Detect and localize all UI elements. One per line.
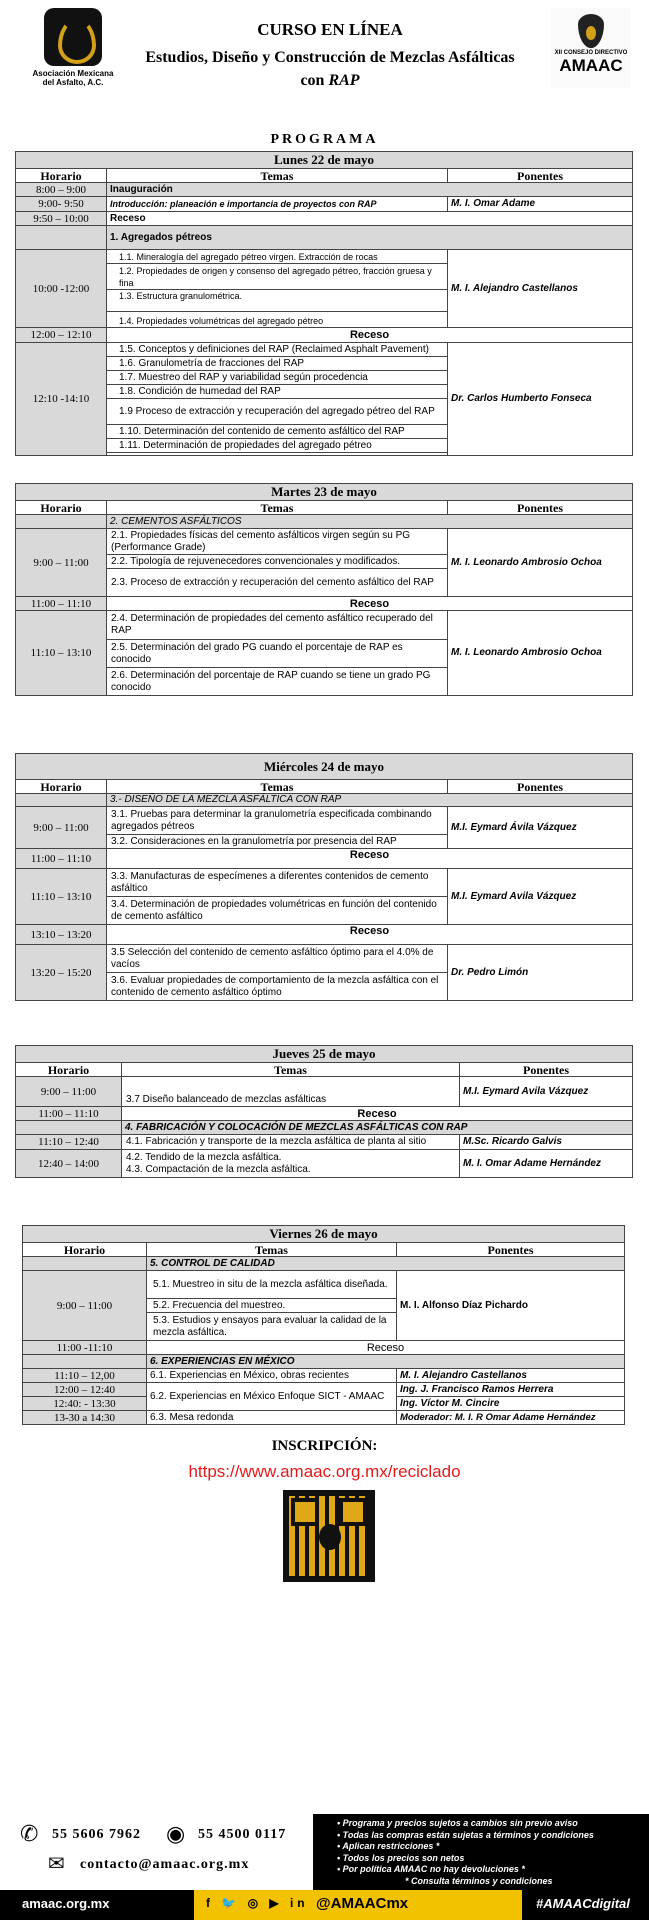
time-cell: 9:00 – 11:00 — [16, 807, 107, 849]
time-cell: 12:00 – 12:10 — [16, 328, 107, 343]
footer-bar — [0, 1890, 649, 1920]
time-cell: 12:00 – 12:40 — [23, 1383, 147, 1397]
table-cell: M. I. Alejandro Castellanos — [397, 1369, 625, 1383]
inscription-label: INSCRIPCIÓN: — [271, 1438, 378, 1454]
table-row — [16, 226, 633, 250]
time-cell — [16, 226, 107, 250]
table-row — [23, 1369, 625, 1383]
table-cell: 2.2. Tipología de rejuvenecedores convencionales y modificados. — [107, 555, 448, 569]
table-row — [16, 169, 633, 183]
qr-code[interactable] — [283, 1490, 375, 1582]
social-handle: @AMAACmx — [316, 1895, 409, 1912]
table-row — [16, 197, 633, 212]
course-title: CURSO EN LÍNEA — [257, 20, 403, 39]
table-cell: 1.10. Determinación del contenido de cemento asfáltico del RAP — [107, 425, 448, 439]
table-row — [16, 183, 633, 197]
table-row — [16, 597, 633, 611]
table-cell: M. I. Alejandro Castellanos — [448, 250, 633, 328]
table-cell: Horario — [16, 1063, 122, 1077]
table-cell: 1.7. Muestreo del RAP y variabilidad según procedencia — [107, 371, 448, 385]
table-cell: 1.4. Propiedades volumétricas del agregado pétreo — [107, 312, 448, 328]
asphalt-drop-logo-icon — [44, 8, 102, 66]
phone-icon: ✆ — [20, 1821, 39, 1846]
table-row — [16, 250, 633, 264]
table-cell: 2. CEMENTOS ASFÁLTICOS — [107, 515, 633, 529]
time-cell: 8:00 – 9:00 — [16, 183, 107, 197]
table-cell: 1. Agregados pétreos — [107, 226, 633, 250]
schedule-thursday — [15, 1045, 633, 1178]
time-cell: 12:10 -14:10 — [16, 343, 107, 456]
table-cell: 6.1. Experiencias en México, obras recientes — [147, 1369, 397, 1383]
table-cell: Ing. J. Francisco Ramos Herrera — [397, 1383, 625, 1397]
table-row — [16, 925, 633, 945]
table-cell: Temas — [147, 1243, 397, 1257]
table-cell: Receso — [107, 925, 633, 945]
schedule-monday — [15, 151, 633, 456]
table-row — [16, 1046, 633, 1063]
table-cell: 3.4. Determinación de propiedades volumétricas en función del contenido de cemento asfáltico — [107, 897, 448, 925]
email-address[interactable]: contacto@amaac.org.mx — [80, 1857, 250, 1872]
time-cell — [16, 794, 107, 807]
table-cell: Dr. Pedro Limón — [448, 945, 633, 1001]
table-cell: Ponentes — [448, 780, 633, 794]
header — [0, 0, 649, 118]
time-cell — [16, 515, 107, 529]
table-cell: 3.7 Diseño balanceado de mezclas asfálticas — [122, 1077, 460, 1107]
registration-link[interactable]: https://www.amaac.org.mx/reciclado — [188, 1462, 461, 1481]
table-row — [23, 1243, 625, 1257]
table-cell: 3.- DISEÑO DE LA MEZCLA ASFÁLTICA CON RAP — [107, 794, 633, 807]
table-cell: Ponentes — [448, 169, 633, 183]
table-cell: Ponentes — [460, 1063, 633, 1077]
table-row — [16, 611, 633, 640]
table-cell: 1.11. Determinación de propiedades del agregado pétreo — [107, 439, 448, 453]
table-cell: M. I. Omar Adame — [448, 197, 633, 212]
table-cell: Inauguración — [107, 183, 633, 197]
table-row — [23, 1383, 625, 1397]
time-cell — [16, 1121, 122, 1135]
table-cell: Horario — [16, 501, 107, 515]
table-row — [16, 794, 633, 807]
time-cell: 13-30 a 14:30 — [23, 1411, 147, 1425]
day-title: Martes 23 de mayo — [16, 484, 633, 501]
programa-heading: PROGRAMA — [270, 132, 379, 147]
table-row — [16, 1135, 633, 1150]
table-cell: M.I. Eymard Avila Vázquez — [448, 869, 633, 925]
table-cell: 6.2. Experiencias en México Enfoque SICT - AMAAC — [147, 1383, 397, 1411]
table-row — [16, 501, 633, 515]
time-cell: 9:00 – 11:00 — [23, 1271, 147, 1341]
time-cell: 9:50 – 10:00 — [16, 212, 107, 226]
mail-icon: ✉ — [48, 1853, 65, 1875]
table-cell: Receso — [107, 328, 633, 343]
table-cell: 2.4. Determinación de propiedades del cemento asfáltico recuperado del RAP — [107, 611, 448, 640]
time-cell: 11:00 – 11:10 — [16, 597, 107, 611]
table-cell: Receso — [107, 212, 633, 226]
time-cell: 13:20 – 15:20 — [16, 945, 107, 1001]
time-cell: 11:10 – 12,00 — [23, 1369, 147, 1383]
table-row — [16, 1077, 633, 1107]
table-cell: 4.1. Fabricación y transporte de la mezcla asfáltica de planta al sitio — [122, 1135, 460, 1150]
amaac-association-logo: Asociación Mexicana del Asfalto, A.C. — [28, 8, 118, 88]
table-cell: Receso — [107, 849, 633, 869]
time-cell: 9:00 – 11:00 — [16, 1077, 122, 1107]
schedule-wednesday — [15, 753, 633, 1001]
time-cell: 11:10 – 13:10 — [16, 611, 107, 696]
table-cell: Horario — [16, 169, 107, 183]
table-row — [23, 1411, 625, 1425]
drop-logo-icon — [319, 1524, 341, 1550]
table-cell: 3.5 Selección del contenido de cemento asfáltico óptimo para el 4.0% de vacíos — [107, 945, 448, 973]
table-cell: Receso — [122, 1107, 633, 1121]
table-row — [16, 1063, 633, 1077]
table-row — [16, 807, 633, 835]
table-cell: 1.8. Condición de humedad del RAP — [107, 385, 448, 399]
time-cell: 9:00- 9:50 — [16, 197, 107, 212]
table-row — [16, 515, 633, 529]
time-cell: 11:00 – 11:10 — [16, 1107, 122, 1121]
table-cell: 4.2. Tendido de la mezcla asfáltica. 4.3. Compactación de la mezcla asfáltica. — [122, 1150, 460, 1178]
table-cell: 2.1. Propiedades físicas del cemento asfálticos virgen según su PG (Performance Grade) — [107, 529, 448, 555]
table-cell: 1.1. Mineralogía del agregado pétreo virgen. Extracción de rocas — [107, 250, 448, 264]
table-row — [16, 1121, 633, 1135]
table-cell: Receso — [107, 597, 633, 611]
table-cell: 5. CONTROL DE CALIDAD — [147, 1257, 625, 1271]
table-cell: 5.3. Estudios y ensayos para evaluar la calidad de la mezcla asfáltica. — [147, 1313, 397, 1341]
course-subtitle: Estudios, Diseño y Construcción de Mezclas Asfálticas con RAP — [145, 49, 515, 89]
table-cell: M.I. Eymard Ávila Vázquez — [448, 807, 633, 849]
table-row — [16, 328, 633, 343]
table-row — [16, 1150, 633, 1178]
table-row — [16, 754, 633, 780]
table-cell: Receso — [147, 1341, 625, 1355]
time-cell: 11:00 – 11:10 — [16, 849, 107, 869]
table-cell: 1.6. Granulometría de fracciones del RAP — [107, 357, 448, 371]
table-cell: Ing. Víctor M. Cincire — [397, 1397, 625, 1411]
hashtag: #AMAACdigital — [536, 1896, 630, 1911]
table-row — [23, 1257, 625, 1271]
table-cell — [107, 453, 448, 456]
schedule-friday — [22, 1225, 625, 1425]
day-title: Lunes 22 de mayo — [16, 152, 633, 169]
drop-logo-icon — [578, 14, 604, 48]
table-row — [16, 849, 633, 869]
day-title: Miércoles 24 de mayo — [16, 754, 633, 780]
table-cell: 1.5. Conceptos y definiciones del RAP (Reclaimed Asphalt Pavement) — [107, 343, 448, 357]
table-cell: 1.3. Estructura granulométrica. — [107, 290, 448, 312]
time-cell: 9:00 – 11:00 — [16, 529, 107, 597]
course-title-block — [130, 20, 530, 92]
amaac-directive-logo: XII CONSEJO DIRECTIVO AMAAC — [551, 8, 631, 88]
time-cell: 12:40: - 13:30 — [23, 1397, 147, 1411]
terms-notes: • Programa y precios sujetos a cambios sin previo aviso • Todas las compras están sujetas a términos y condiciones • Aplican restricciones * • Todos los precios son netos • Por política AMAAC no hay devoluciones * * Consulta términos y condiciones — [313, 1814, 649, 1890]
table-row — [16, 343, 633, 357]
table-cell: 3.2. Consideraciones en la granulometría por presencia del RAP — [107, 835, 448, 849]
social-icons[interactable]: f 🐦 ◎ ▶ in — [206, 1896, 309, 1910]
table-row — [16, 484, 633, 501]
table-cell: M. I. Leonardo Ambrosio Ochoa — [448, 611, 633, 696]
time-cell — [23, 1257, 147, 1271]
table-row — [16, 212, 633, 226]
table-cell: 2.3. Proceso de extracción y recuperación del cemento asfáltico del RAP — [107, 569, 448, 597]
table-cell: 2.6. Determinación del porcentaje de RAP cuando se tiene un grado PG conocido — [107, 668, 448, 696]
table-cell: M.Sc. Ricardo Galvis — [460, 1135, 633, 1150]
table-cell: Temas — [107, 501, 448, 515]
website-link[interactable]: amaac.org.mx — [22, 1896, 110, 1911]
table-cell: Moderador: M. I. R Omar Adame Hernández — [397, 1411, 625, 1425]
phone-number-2[interactable]: 55 4500 0117 — [198, 1827, 287, 1842]
table-cell: 1.2. Propiedades de origen y consenso del agregado pétreo, fracción gruesa y fina — [107, 264, 448, 290]
table-cell: 3.1. Pruebas para determinar la granulometría especificada combinando agregados pétreos — [107, 807, 448, 835]
table-cell: Temas — [107, 169, 448, 183]
table-row — [23, 1271, 625, 1299]
table-cell: M. I. Alfonso Díaz Pichardo — [397, 1271, 625, 1341]
table-cell: Introducción: planeación e importancia de proyectos con RAP — [107, 197, 448, 212]
table-row — [16, 152, 633, 169]
table-row — [16, 945, 633, 973]
table-cell: 2.5. Determinación del grado PG cuando el porcentaje de RAP es conocido — [107, 640, 448, 668]
time-cell — [23, 1355, 147, 1369]
time-cell: 11:10 – 12:40 — [16, 1135, 122, 1150]
time-cell: 13:10 – 13:20 — [16, 925, 107, 945]
time-cell: 10:00 -12:00 — [16, 250, 107, 328]
table-cell: Dr. Carlos Humberto Fonseca — [448, 343, 633, 456]
table-cell: Temas — [122, 1063, 460, 1077]
table-cell: 6. EXPERIENCIAS EN MÉXICO — [147, 1355, 625, 1369]
table-row — [16, 1107, 633, 1121]
social-strip — [194, 1890, 522, 1920]
table-cell: 5.2. Frecuencia del muestreo. — [147, 1299, 397, 1313]
time-cell: 12:40 – 14:00 — [16, 1150, 122, 1178]
table-cell: Horario — [23, 1243, 147, 1257]
table-row — [23, 1355, 625, 1369]
table-row — [16, 780, 633, 794]
table-cell: Ponentes — [397, 1243, 625, 1257]
time-cell: 11:00 -11:10 — [23, 1341, 147, 1355]
table-row — [16, 529, 633, 555]
table-row — [16, 869, 633, 897]
schedule-tuesday — [15, 483, 633, 696]
phone-number-1[interactable]: 55 5606 7962 — [52, 1827, 141, 1842]
table-cell: 3.3. Manufacturas de especímenes a diferentes contenidos de cemento asfáltico — [107, 869, 448, 897]
table-cell: Ponentes — [448, 501, 633, 515]
table-cell: M. I. Omar Adame Hernández — [460, 1150, 633, 1178]
day-title: Jueves 25 de mayo — [16, 1046, 633, 1063]
table-cell: 4. FABRICACIÓN Y COLOCACIÓN DE MEZCLAS ASFÁLTICAS CON RAP — [122, 1121, 633, 1135]
whatsapp-icon: ◉ — [166, 1821, 186, 1846]
table-cell: 6.3. Mesa redonda — [147, 1411, 397, 1425]
table-cell: Temas — [107, 780, 448, 794]
table-cell: 1.9 Proceso de extracción y recuperación del agregado pétreo del RAP — [107, 399, 448, 425]
time-cell: 11:10 – 13:10 — [16, 869, 107, 925]
table-row — [23, 1341, 625, 1355]
table-cell: 5.1. Muestreo in situ de la mezcla asfáltica diseñada. — [147, 1271, 397, 1299]
table-cell: 3.6. Evaluar propiedades de comportamiento de la mezcla asfáltica con el contenido de cemento asfáltico óptimo — [107, 973, 448, 1001]
table-row — [23, 1226, 625, 1243]
table-cell: M. I. Leonardo Ambrosio Ochoa — [448, 529, 633, 597]
table-cell: M.I. Eymard Avila Vázquez — [460, 1077, 633, 1107]
day-title: Viernes 26 de mayo — [23, 1226, 625, 1243]
table-cell: Horario — [16, 780, 107, 794]
